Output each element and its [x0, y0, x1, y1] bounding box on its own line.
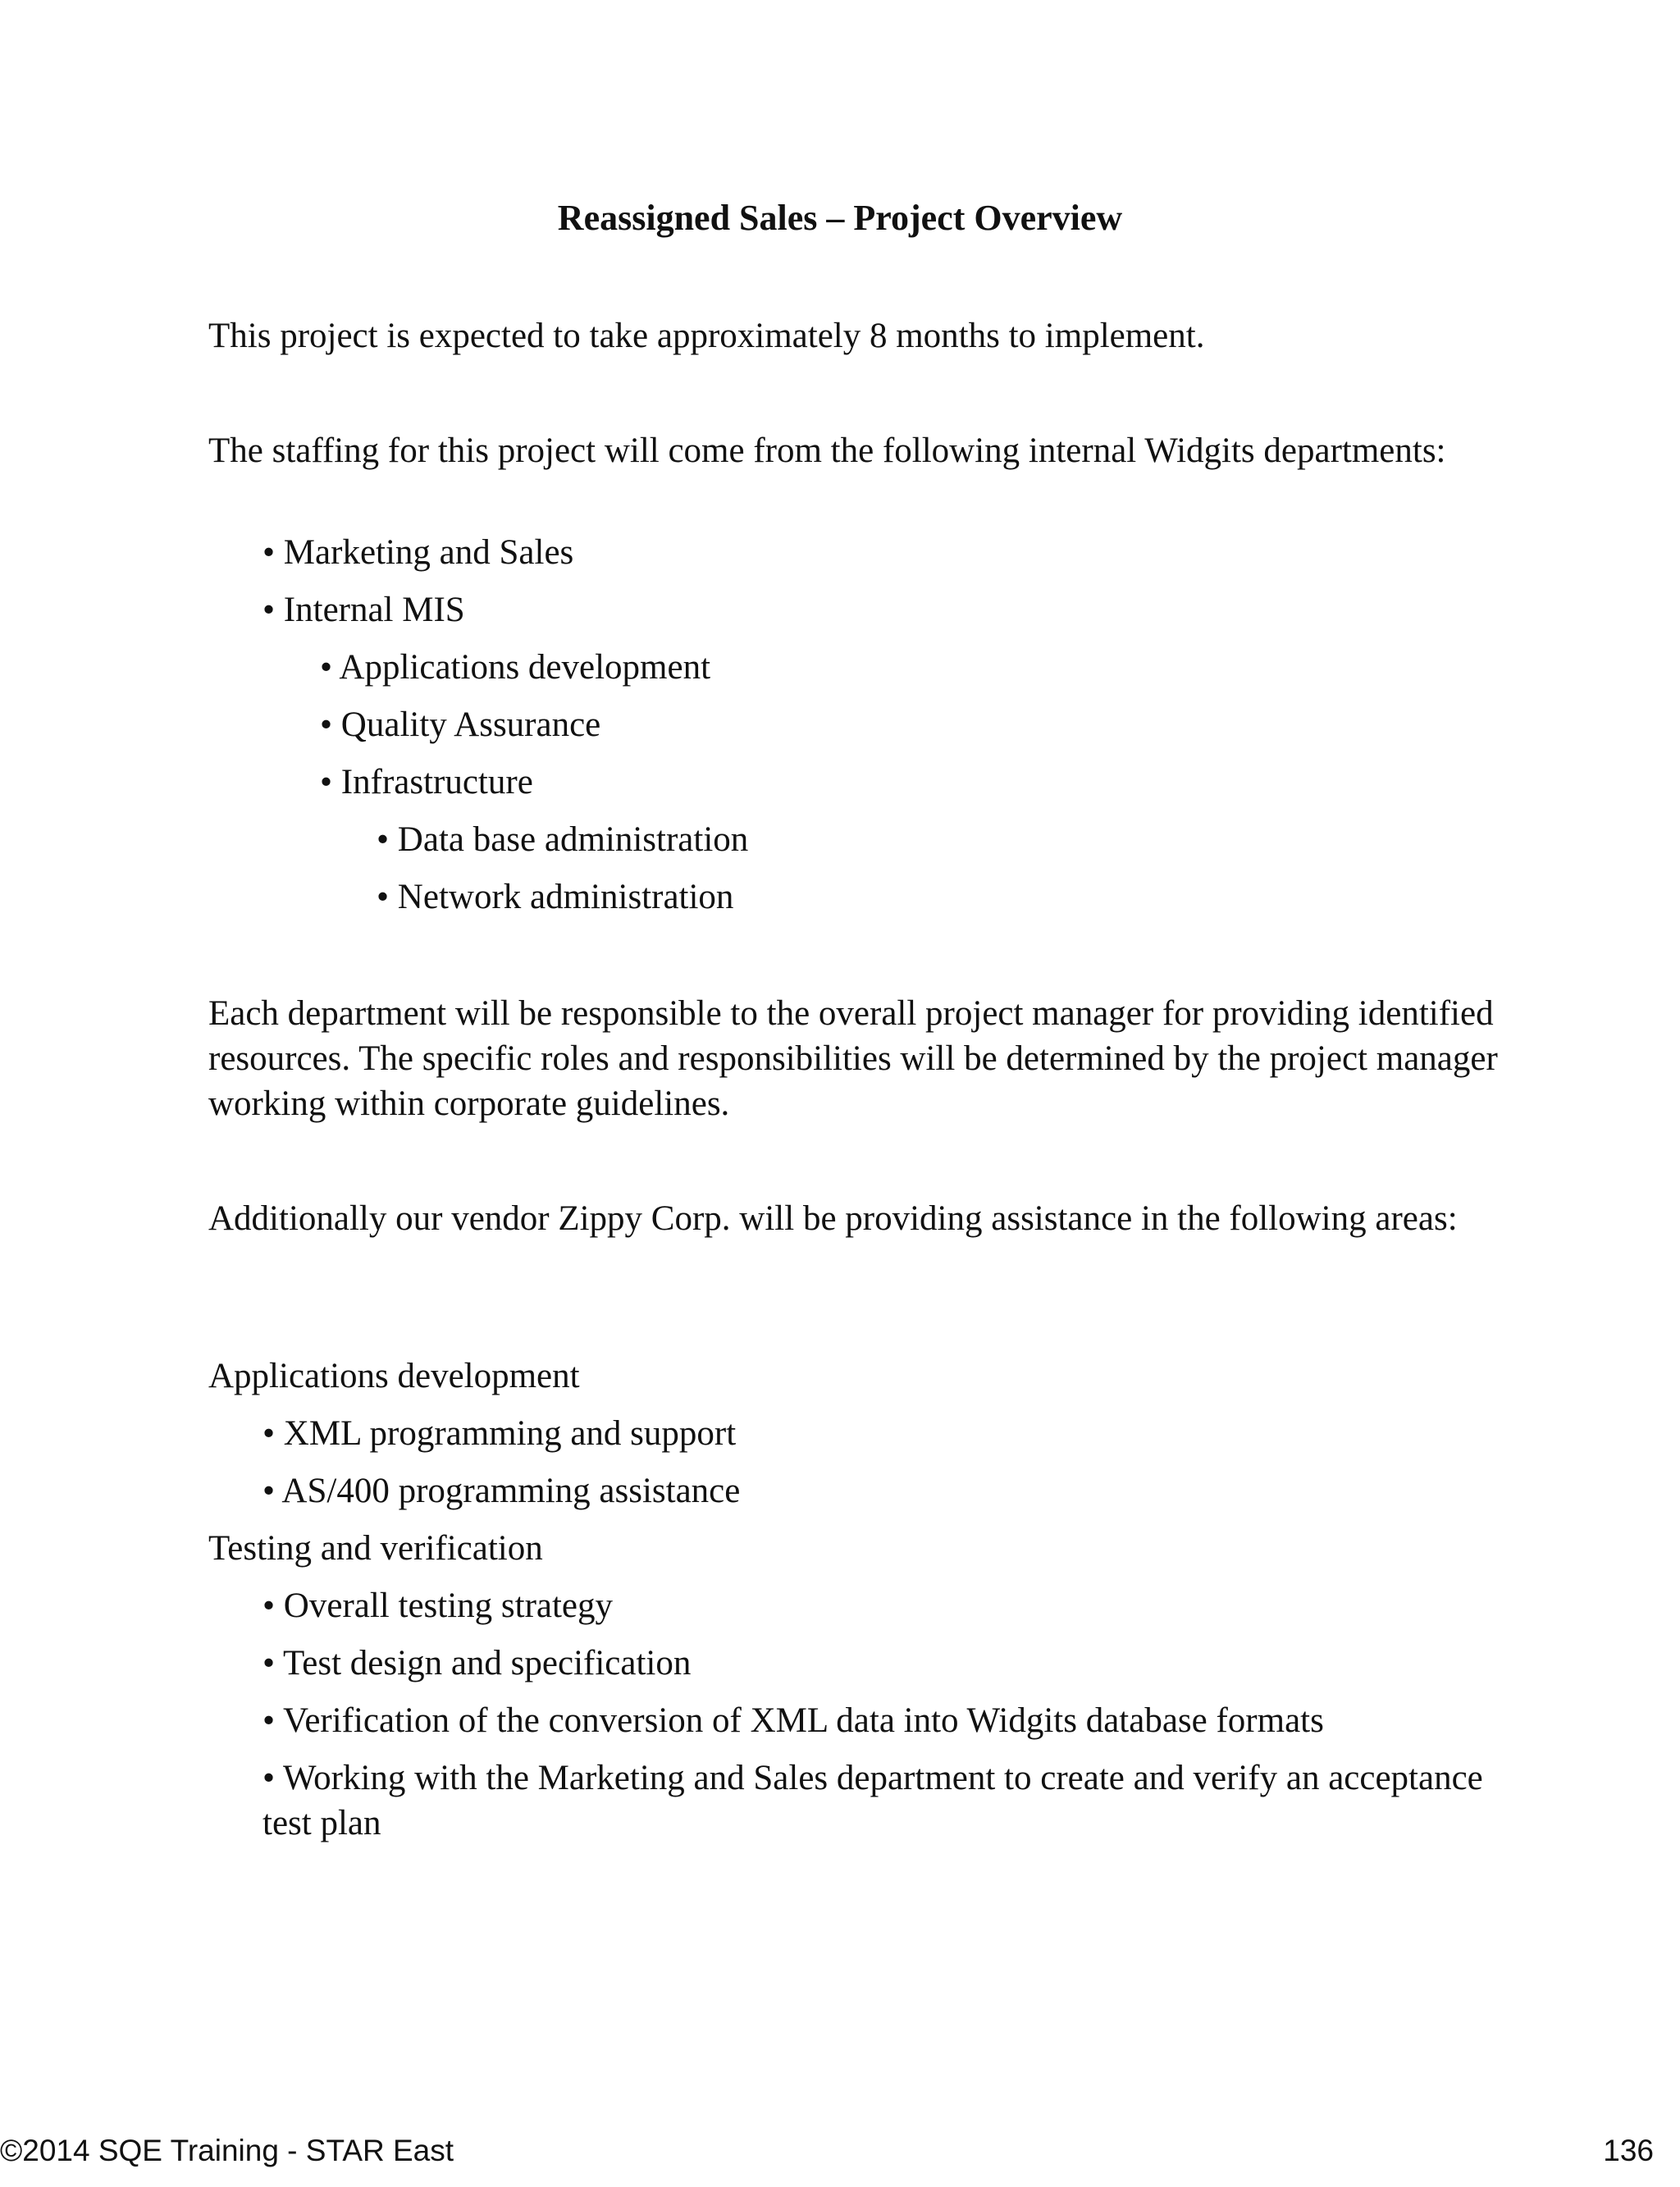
list-item: • Test design and specification — [262, 1644, 692, 1682]
list-item: • Internal MIS — [262, 591, 465, 629]
area-heading-testing: Testing and verification — [208, 1529, 543, 1568]
page-number: 136 — [1603, 2134, 1654, 2167]
list-item: • Working with the Marketing and Sales department to create and verify an acceptance test plan — [262, 1759, 1483, 1842]
intro-paragraph: This project is expected to take approximately 8 months to implement. — [208, 317, 1205, 355]
list-item: • Applications development — [320, 648, 711, 687]
list-item: • XML programming and support — [262, 1414, 737, 1453]
vendor-paragraph: Additionally our vendor Zippy Corp. will be providing assistance in the following areas: — [208, 1199, 1458, 1238]
responsibility-paragraph: Each department will be responsible to the overall project manager for providing identified resources. The specific roles and responsibilities will be determined by the project manager working within corporate guidelines. — [208, 994, 1498, 1123]
staffing-paragraph: The staffing for this project will come from the following internal Widgits departments: — [208, 431, 1446, 470]
page-title: Reassigned Sales – Project Overview — [557, 198, 1123, 238]
list-item: • AS/400 programming assistance — [262, 1472, 741, 1510]
list-item: • Network administration — [377, 878, 734, 916]
list-item: • Marketing and Sales — [262, 533, 574, 572]
footer-copyright: ©2014 SQE Training - STAR East — [0, 2134, 454, 2167]
list-item: • Quality Assurance — [320, 705, 601, 744]
list-item: • Overall testing strategy — [262, 1587, 614, 1625]
list-item: • Verification of the conversion of XML data into Widgits database formats — [262, 1701, 1324, 1740]
list-item: • Infrastructure — [320, 763, 533, 801]
area-heading-app-dev: Applications development — [208, 1357, 580, 1395]
list-item: • Data base administration — [377, 820, 749, 859]
